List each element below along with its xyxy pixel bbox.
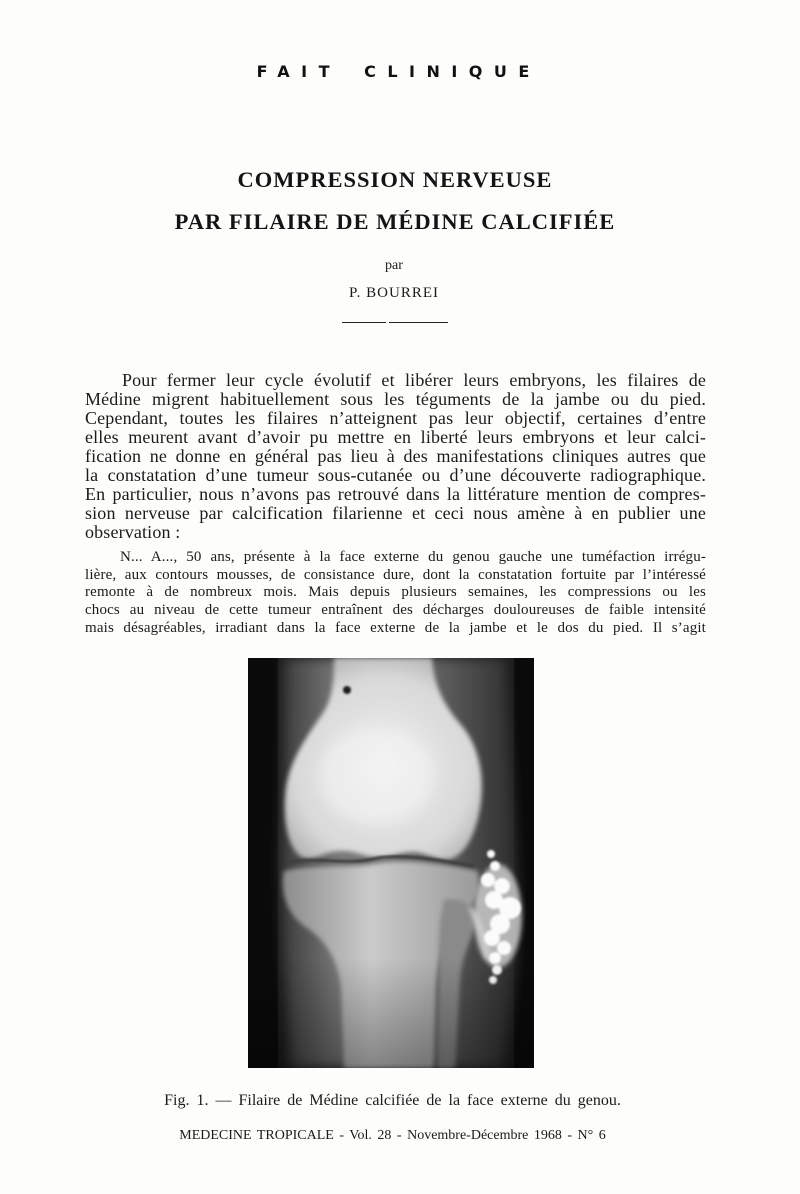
text-line: En particulier, nous n’avons pas retrouvé dans la littérature mention de compres- bbox=[85, 484, 706, 504]
section-heading: FAIT CLINIQUE bbox=[256, 62, 541, 81]
observation-paragraph bbox=[85, 549, 706, 637]
text-line: remonte à de nombreux mois. Mais depuis plusieurs semaines, les compressions ou les bbox=[85, 584, 706, 601]
text-line: la constatation d’une tumeur sous-cutanée ou d’une découverte radiographique. bbox=[85, 465, 706, 485]
title-divider-left bbox=[342, 322, 386, 323]
by-line: par bbox=[385, 258, 403, 273]
text-line: chocs au niveau de cette tumeur entraînent des décharges douloureuses de faible intensité bbox=[85, 601, 706, 618]
title-divider-right bbox=[389, 322, 448, 323]
text-line: observation : bbox=[85, 522, 181, 542]
author-name: P. BOURREI bbox=[348, 285, 440, 301]
text-line: N... A..., 50 ans, présente à la face externe du genou gauche une tuméfaction irrégu- bbox=[120, 549, 706, 566]
article-title-line-2: PAR FILAIRE DE MÉDINE CALCIFIÉE bbox=[174, 209, 616, 234]
text-line: Cependant, toutes les filaires n’atteignent pas leur objectif, certaines d’entre bbox=[85, 408, 706, 428]
patella-shape bbox=[318, 728, 434, 824]
knee-xray-figure bbox=[248, 658, 534, 1068]
text-line: lière, aux contours mousses, de consistance dure, dont la constatation fortuite par l’intéressé bbox=[85, 566, 706, 583]
dark-spot bbox=[343, 686, 351, 694]
intro-paragraph bbox=[85, 371, 706, 542]
journal-footer: MEDECINE TROPICALE - Vol. 28 - Novembre-Décembre 1968 - N° 6 bbox=[179, 1128, 606, 1143]
bottom-shade bbox=[248, 958, 534, 1068]
article-title-line-1: COMPRESSION NERVEUSE bbox=[237, 167, 553, 192]
text-line: elles meurent avant d’avoir pu mettre en liberté leurs embryons et leur calci- bbox=[85, 427, 706, 447]
text-line: mais désagréables, irradiant dans la face externe de la jambe et le dos du pied. Il s’agit bbox=[85, 619, 706, 636]
knee-xray-image bbox=[248, 658, 534, 1068]
text-line: Pour fermer leur cycle évolutif et libérer leurs embryons, les filaires de bbox=[122, 370, 706, 390]
text-line: sion nerveuse par calcification filarienne et ceci nous amène à en publier une bbox=[85, 503, 706, 523]
text-line: fication ne donne en général pas lieu à des manifestations cliniques autres que bbox=[85, 446, 706, 466]
text-line: Médine migrent habituellement sous les téguments de la jambe ou du pied. bbox=[85, 389, 706, 409]
figure-caption: Fig. 1. — Filaire de Médine calcifiée de la face externe du genou. bbox=[164, 1092, 621, 1109]
